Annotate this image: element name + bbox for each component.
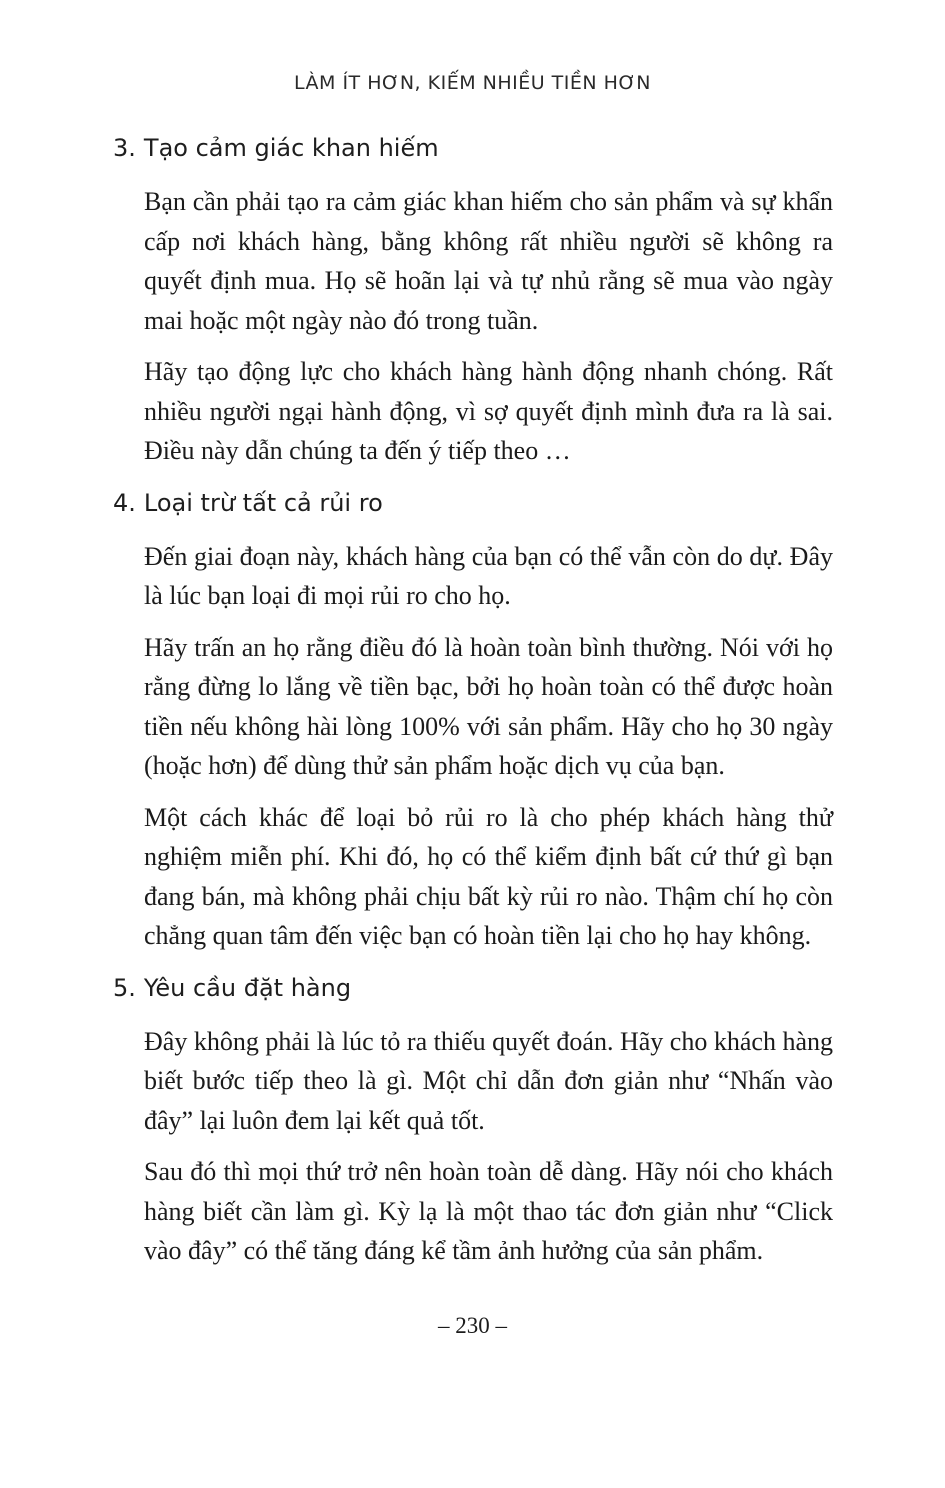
- section-number: 3.: [113, 134, 136, 162]
- paragraph: Đây không phải là lúc tỏ ra thiếu quyết đoán. Hãy cho khách hàng biết bước tiếp theo là gì. Một chỉ dẫn đơn giản như “Nhấn vào đây” lại luôn đem lại kết quả tốt.: [144, 1026, 833, 1135]
- section-heading: [113, 968, 833, 1008]
- section-heading: [113, 483, 833, 523]
- paragraph: Sau đó thì mọi thứ trở nên hoàn toàn dễ dàng. Hãy nói cho khách hàng biết cần làm gì. Kỳ lạ là một thao tác đơn giản như “Click vào đây” có thể tăng đáng kể tầm ảnh hưởng của sản phẩm.: [144, 1157, 833, 1265]
- paragraph: Một cách khác để loại bỏ rủi ro là cho phép khách hàng thử nghiệm miễn phí. Khi đó, họ có thể kiểm định bất cứ thứ gì bạn đang bán, mà không phải chịu bất kỳ rủi ro nào. Thậm chí họ còn chẳng quan tâm đến việc bạn có hoàn tiền lại cho họ hay không.: [144, 802, 833, 950]
- section-3: [113, 128, 833, 471]
- running-header: LÀM ÍT HƠN, KIẾM NHIỀU TIỀN HƠN: [294, 72, 651, 94]
- section-4: [113, 483, 833, 956]
- section-title: Tạo cảm giác khan hiếm: [143, 134, 439, 162]
- paragraph: Hãy tạo động lực cho khách hàng hành động nhanh chóng. Rất nhiều người ngại hành động, vì sợ quyết định mình đưa ra là sai. Điều này dẫn chúng ta đến ý tiếp theo …: [144, 357, 833, 465]
- paragraph: Bạn cần phải tạo ra cảm giác khan hiếm cho sản phẩm và sự khẩn cấp nơi khách hàng, bằng không rất nhiều người sẽ không ra quyết định mua. Họ sẽ hoãn lại và tự nhủ rằng sẽ mua vào ngày mai hoặc một ngày nào đó trong tuần.: [144, 187, 833, 335]
- section-heading: [113, 128, 833, 168]
- paragraph: Đến giai đoạn này, khách hàng của bạn có thể vẫn còn do dự. Đây là lúc bạn loại đi mọi rủi ro cho họ.: [144, 541, 833, 610]
- section-title: Loại trừ tất cả rủi ro: [143, 488, 383, 517]
- section-5: [113, 968, 833, 1271]
- section-title: Yêu cầu đặt hàng: [143, 973, 352, 1002]
- paragraph: Hãy trấn an họ rằng điều đó là hoàn toàn bình thường. Nói với họ rằng đừng lo lắng về tiền bạc, bởi họ hoàn toàn có thể được hoàn tiền nếu không hài lòng 100% với sản phẩm. Hãy cho họ 30 ngày (hoặc hơn) để dùng thử sản phẩm hoặc dịch vụ của bạn.: [144, 632, 833, 780]
- page-number: – 230 –: [438, 1313, 507, 1338]
- section-number: 4.: [113, 488, 136, 517]
- section-number: 5.: [113, 973, 136, 1002]
- page-body: [113, 128, 833, 1283]
